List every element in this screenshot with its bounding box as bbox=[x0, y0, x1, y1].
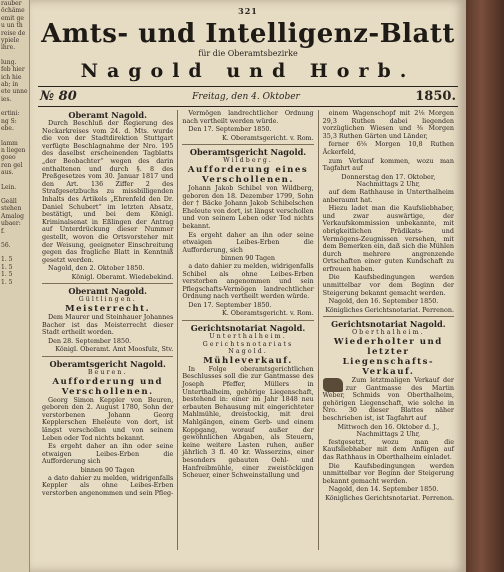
article-heading: Oberamt Nagold. bbox=[42, 283, 173, 296]
deadline-text: binnen 90 Tagen bbox=[80, 465, 135, 474]
adjacent-page-fragment: Lein. bbox=[1, 183, 17, 191]
adjacent-page-fragment: ertini: bbox=[1, 110, 20, 118]
adjacent-page-fragment: Geäll bbox=[1, 197, 17, 205]
adjacent-page-fragment: lamm bbox=[1, 139, 18, 147]
article-text: Vermögen landrechtlicher Ordnung nach vertheilt werden würde. bbox=[182, 110, 314, 125]
adjacent-page-fragment: ubaer: bbox=[1, 220, 21, 228]
masthead-title: Amts- und Intelligenz-Blatt bbox=[41, 19, 455, 49]
adjacent-page-fragment: stehen bbox=[1, 205, 22, 213]
article-text: einem Wagenschopf mit 2⅛ Morgen 29,3 Ruthen dabei liegenden vorzüglichen Wiesen und ⅜ Morgen 35,3 Ruthen Gärten und Länder, bbox=[322, 110, 454, 140]
adjacent-page-fragment bbox=[0, 52, 29, 59]
article-heading: Gerichtsnotariat Nagold. bbox=[323, 316, 454, 329]
adjacent-page-fragment: 1. 5 bbox=[1, 256, 13, 264]
adjacent-page-fragment: Amalog bbox=[1, 212, 24, 220]
column-1 bbox=[38, 110, 177, 550]
signature: K. Oberamtsgericht. v. Rom. bbox=[221, 133, 314, 142]
article-text: zum Verkauf kommen, wozu man Tagfahrt auf bbox=[322, 156, 454, 173]
issue-year: 1850. bbox=[415, 89, 456, 104]
adjacent-page-fragment: feb hier bbox=[1, 66, 25, 74]
adjacent-page-fragment: reise de bbox=[1, 29, 26, 37]
masthead-towns: Nagold und Horb. bbox=[80, 60, 416, 82]
article-text: Johann Jakob Schibel von Wildberg, geboren den 18. Dezember 1799, Sohn der † Bäcke Johann Jakob Schibelschen Eheleute von dort, ist längst verschollen und von seinem Leben oder Tod nichts bekannt. bbox=[182, 183, 314, 230]
adjacent-page-fragment: lung. bbox=[1, 58, 17, 66]
adjacent-page-fragment bbox=[0, 177, 29, 184]
adjacent-page-fragment: aus. bbox=[1, 169, 14, 177]
article-text: Durch Beschluß der Regierung des Neckarkreises vom 24. d. Mts. wurde die von der Stadtdirektion Stuttgart verfügte Beschlagnahme der Nro. 195 des daselbst erscheinenden Tagblatts „der Beobachter“ wegen des darin enthaltenen und durch §. 8 des Preßgesetzes vom 30. Januar 1817 und den Art. 136 Ziffer 2 des Strafgesetzbuchs zu missbilligenden Inhalts des Artikels „Ehrenfeld den Dr. Daniel Schubert“ im letzten Absatz, bestätigt, und bei dem Königl. Kriminalsenat in Eßlingen der Antrag auf Unterdrückung dieser Nummer gestellt, wovon die Ortsvorsteher mit der Weisung, geeigneter Einschreitung gegen das fragliche Blatt in Kenntniß gesetzt werden. bbox=[42, 119, 174, 264]
adjacent-page-fragment: ebe. bbox=[1, 125, 14, 133]
signature: K. Oberamtsgericht. v. Rom. bbox=[221, 309, 314, 318]
article-text: Den 28. September 1850. bbox=[48, 336, 132, 345]
deadline-text: binnen 90 Tagen bbox=[220, 254, 275, 263]
article-text: Es ergeht daher an ihn oder seine etwaigen Leibes-Erben die Aufforderung, sich bbox=[182, 230, 314, 254]
adjacent-page-fragment bbox=[0, 235, 29, 242]
article-text: Nagold, den 2. Oktober 1850. bbox=[48, 264, 145, 273]
adjacent-page-fragment: f. bbox=[1, 227, 5, 235]
column-2 bbox=[177, 110, 317, 550]
article-heading: Oberamtsgericht Nagold. bbox=[42, 356, 173, 369]
adjacent-page-fragment: ich hie bbox=[1, 73, 22, 81]
adjacent-page-fragment: n liegen bbox=[1, 146, 26, 154]
dateline bbox=[38, 86, 458, 107]
adjacent-page-fragment: ihre. bbox=[1, 44, 16, 52]
article-text: auf dem Rathhause in Unterthalheim anberaumt hat. bbox=[322, 187, 454, 204]
adjacent-page-fragment: rauber bbox=[1, 0, 22, 7]
column-3 bbox=[318, 110, 458, 550]
article-text: ferner 6⅛ Morgen 10,8 Ruthen Äckerfeld, bbox=[322, 140, 454, 156]
adjacent-page-fragment: 1. 5 bbox=[1, 271, 13, 279]
adjacent-page-fragment: öchäme bbox=[1, 7, 25, 15]
article-text: Hiezu ladet man die Kaufsliebhaber, und zwar auswärtige, der Verkaufskommission unbekannte, mit obrigkeitlichen Prädikats- und Vermögens-Zeugnissen versehen, mit dem Bemerken ein, daß sich die Mühlen durch mehrere angrenzende Ortschaften einer guten Kundschaft zu erfreuen haben. bbox=[322, 204, 454, 273]
adjacent-page-edge bbox=[0, 0, 30, 572]
adjacent-page-fragment: ete unne bbox=[1, 88, 28, 96]
article-text: Dem Maurer und Steinhauer Johannes Bacher ist das Meisterrecht dieser Stadt ertheilt worden. bbox=[42, 313, 174, 337]
adjacent-page-fragment bbox=[0, 103, 29, 110]
adjacent-page-fragment: ypiele bbox=[1, 37, 20, 45]
article-text: Georg Simon Keppler von Beuren, geboren den 2. August 1780, Sohn der verstorbenen Johann Georg Kepplerschen Eheleute von dort, ist längst verschollen und von seinem Leben oder Tod nichts bekannt. bbox=[42, 395, 174, 442]
adjacent-page-fragment bbox=[0, 191, 29, 198]
article-title: Meisterrecht. bbox=[65, 304, 151, 315]
masthead-subtitle: für die Oberamtsbezirke bbox=[198, 49, 298, 58]
adjacent-page-fragment: 1. 5 bbox=[1, 263, 13, 271]
article-title: Mühleverkauf. bbox=[203, 355, 293, 366]
article-place: Unterthalheim. Gerichtsnotariats Nagold. bbox=[202, 332, 294, 356]
adjacent-page-fragment: 1. 5 bbox=[1, 278, 13, 286]
article-columns bbox=[38, 110, 458, 550]
issue-date: Freitag, den 4. Oktober bbox=[192, 91, 300, 102]
article-heading: Oberamtsgericht Nagold. bbox=[182, 144, 313, 157]
article-text: Nagold, den 16. September 1850. bbox=[328, 297, 439, 306]
newspaper-page bbox=[30, 0, 466, 572]
hand-pointer-icon bbox=[323, 378, 343, 392]
article-title: Aufforderung eines Verschollenen. bbox=[187, 164, 309, 185]
article-place: Wildberg. bbox=[223, 156, 273, 165]
adjacent-page-fragment: ies. bbox=[1, 95, 12, 103]
adjacent-page-fragment: ng S: bbox=[1, 117, 17, 125]
article-text bbox=[323, 377, 454, 423]
signature: Königl. Oberamt. Amt Moosfulz, Stv. bbox=[55, 345, 174, 354]
article-text: Nagold, den 14. September 1850. bbox=[328, 485, 439, 494]
adjacent-page-fragment: 56. bbox=[1, 241, 11, 249]
article-heading: Oberamt Nagold. bbox=[68, 110, 147, 120]
issue-number: № 80 bbox=[40, 89, 77, 104]
article-place: Oberthalheim. bbox=[351, 328, 425, 337]
adjacent-page-fragment: goeo bbox=[1, 154, 16, 162]
signature: Königl. Oberamt. Wiedebekind. bbox=[71, 272, 174, 281]
adjacent-page-fragment: emit ge bbox=[1, 14, 24, 22]
article-text: Die Kaufsbedingungen werden unmittelbar vor dem Beginn der Steigerung bekannt gemacht werden. bbox=[322, 273, 454, 297]
article-text: Die Kaufsbedingungen werden unmittelbar vor Beginn der Steigerung bekannt gemacht werden. bbox=[322, 461, 454, 485]
article-text: In Folge oberamtsgerichtlichen Beschlusses soll die zur Gantmasse des Joseph Pfeffer, Müllers in Unterthalheim, gehörige Liegenschaft, bestehend in: einer im Jahr 1848 neu erbauten Behausung mit eingerichteter Mahlmühle, dreistockig, mit drei Mahlgängen, einem Gerb- und einem Koppgang, worauf außer der gewöhnlichen Abgaben, als Steuern, keine weitere Lasten ruhen, außer jährlich 3 fl. 40 kr. Wasserzins, einer besonders gebauten Oehl- und Hanfreibmühle, einer zweistöckigen Scheuer, einer Schweinstallung und bbox=[182, 364, 314, 480]
article-title: Aufforderung und Verschollenen. bbox=[52, 376, 163, 397]
auction-date: Donnerstag den 17. Oktober, Nachmittags 2 Uhr, bbox=[341, 172, 436, 189]
adjacent-page-fragment: u un th bbox=[1, 22, 23, 30]
adjacent-page-fragment: ab; in bbox=[1, 81, 19, 89]
article-place: Gültlingen. bbox=[78, 295, 137, 304]
article-text: Den 17. September 1850. bbox=[188, 125, 272, 134]
article-heading: Gerichtsnotariat Nagold. bbox=[182, 320, 313, 333]
article-text: a dato dahier zu melden, widrigenfalls Keppler als ohne Leibes-Erben verstorben angenommen und sein Pfleg- bbox=[42, 473, 174, 497]
adjacent-page-fragment: ren gel bbox=[1, 161, 23, 169]
page-number: 321 bbox=[238, 6, 258, 16]
adjacent-page-fragment bbox=[0, 133, 29, 140]
article-place: Beuren. bbox=[87, 368, 128, 377]
book-binding bbox=[466, 0, 504, 572]
signature: Königliches Gerichtsnotariat. Perrenon. bbox=[325, 493, 454, 502]
auction-date: Mittwoch den 16. Oktober d. J., Nachmittags 2 Uhr, bbox=[337, 422, 440, 439]
adjacent-page-fragment bbox=[0, 249, 29, 256]
article-text: Den 17. September 1850. bbox=[188, 300, 272, 309]
article-text-inline: Zum letztmaligen Verkauf der zur Gantmasse des Martin Weber, Schmids von Oberthalheim, gehörigen Liegenschaft, wie solche in Nro. 30 dieser Blattes näher beschrieben ist, ist Tagfahrt auf bbox=[322, 376, 454, 422]
article-text: a dato dahier zu melden, widrigenfalls Schibel als ohne Leibes-Erben verstorben angenommen und sein Pflegschafts-Vermögen landrechtlicher Ordnung nach vertheilt werden würde. bbox=[182, 261, 314, 301]
article-title: Wiederholter und letzter Liegenschafts-Verkauf. bbox=[333, 337, 443, 378]
article-text: Es ergeht daher an ihn oder seine etwaigen Leibes-Erben die Aufforderung sich bbox=[42, 442, 174, 466]
article-text: festgesetzt, wozu man die Kaufsliebhaber mit dem Anfügen auf das Rathhaus in Oberthalheim einladet. bbox=[322, 437, 454, 461]
signature: Königliches Gerichtsnotariat. Perrenon. bbox=[325, 305, 454, 314]
